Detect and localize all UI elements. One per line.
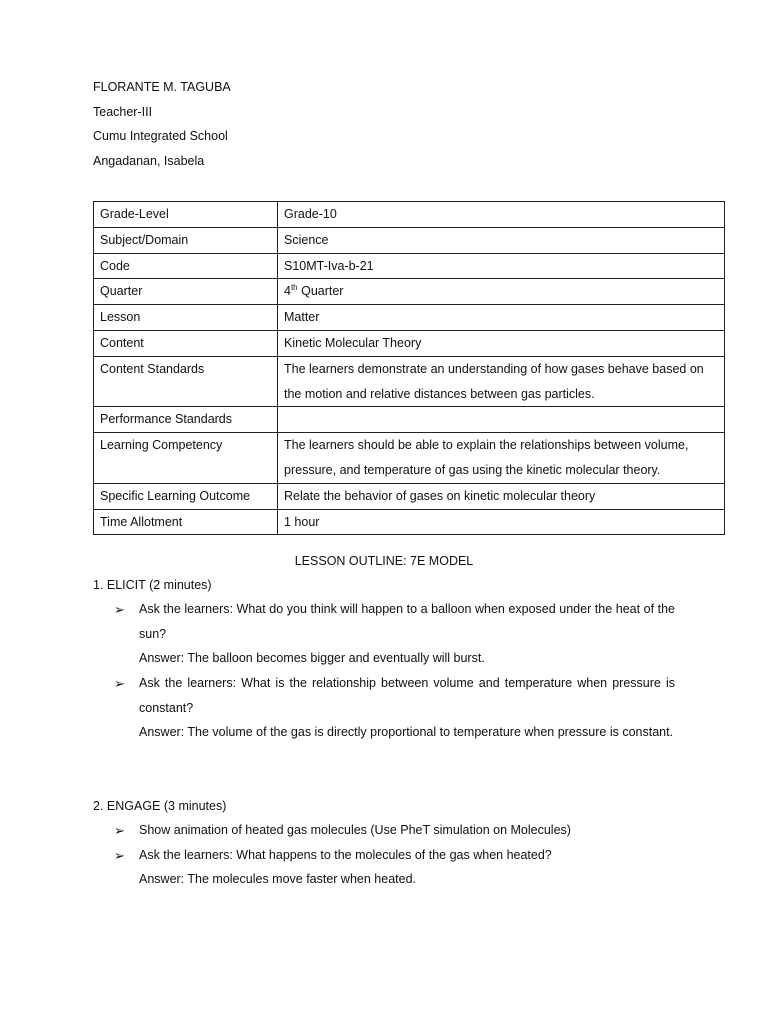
- row-label: Grade-Level: [94, 202, 278, 228]
- row-label: Learning Competency: [94, 433, 278, 484]
- engage-label: 2. ENGAGE: [93, 799, 161, 813]
- row-value: Matter: [278, 305, 725, 331]
- row-value: The learners demonstrate an understanding of how gases behave based on the motion and relative distances between gas particles.: [278, 356, 725, 407]
- elicit-duration: (2 minutes): [149, 578, 212, 592]
- engage-duration: (3 minutes): [163, 799, 227, 813]
- table-row: [94, 330, 725, 356]
- elicit-label: 1. ELICIT: [93, 578, 146, 592]
- school-location: Angadanan, Isabela: [93, 153, 205, 168]
- teacher-name: FLORANTE M. TAGUBA: [93, 80, 231, 94]
- quarter-ordinal-suffix: th: [290, 283, 298, 293]
- outline-title: LESSON OUTLINE: 7E MODEL: [294, 554, 474, 568]
- row-label: Time Allotment: [94, 509, 278, 535]
- row-value: 1 hour: [278, 509, 725, 535]
- teacher-position: Teacher-III: [93, 104, 153, 119]
- row-value: Relate the behavior of gases on kinetic molecular theory: [278, 483, 725, 509]
- row-label: Content: [94, 330, 278, 356]
- arrow-bullet-icon: ➢: [114, 676, 125, 691]
- table-row: [94, 356, 725, 407]
- engage-item-1: Show animation of heated gas molecules (Use PheT simulation on Molecules): [139, 823, 571, 837]
- table-row: [94, 227, 725, 253]
- engage-heading: [93, 797, 226, 815]
- lesson-info-table: [93, 201, 725, 535]
- table-row: [94, 433, 725, 484]
- engage-question-1: Ask the learners: What happens to the molecules of the gas when heated?: [139, 848, 552, 862]
- row-label: Content Standards: [94, 356, 278, 407]
- row-label: Specific Learning Outcome: [94, 483, 278, 509]
- table-row: [94, 483, 725, 509]
- school-name: Cumu Integrated School: [93, 129, 228, 143]
- table-row: [94, 202, 725, 228]
- row-label: Quarter: [94, 279, 278, 305]
- table-row: [94, 407, 725, 433]
- row-label: Lesson: [94, 305, 278, 331]
- row-value: Kinetic Molecular Theory: [278, 330, 725, 356]
- elicit-answer-2: Answer: The volume of the gas is directly proportional to temperature when pressure is constant.: [139, 725, 674, 739]
- row-value: The learners should be able to explain the relationships between volume, pressure, and temperature of gas using the kinetic molecular theory.: [278, 433, 725, 484]
- elicit-question-1: Ask the learners: What do you think will happen to a balloon when exposed under the heat of the sun?: [139, 602, 675, 641]
- author-header: [93, 78, 231, 176]
- table-row: [94, 279, 725, 305]
- quarter-word: Quarter: [297, 284, 344, 299]
- row-value: [278, 279, 725, 305]
- table-row: [94, 509, 725, 535]
- row-value: S10MT-Iva-b-21: [278, 253, 725, 279]
- arrow-bullet-icon: ➢: [114, 848, 125, 863]
- row-value: [278, 407, 725, 433]
- quarter-number: 4: [284, 284, 291, 299]
- row-label: Subject/Domain: [94, 227, 278, 253]
- elicit-answer-1: Answer: The balloon becomes bigger and eventually will burst.: [139, 651, 485, 665]
- arrow-bullet-icon: ➢: [114, 602, 125, 617]
- row-value: Grade-10: [278, 202, 725, 228]
- engage-answer-1: Answer: The molecules move faster when heated.: [139, 872, 416, 886]
- table-row: [94, 253, 725, 279]
- row-value: Science: [278, 227, 725, 253]
- row-label: Code: [94, 253, 278, 279]
- elicit-heading: [93, 576, 212, 594]
- row-label: Performance Standards: [94, 407, 278, 433]
- table-row: [94, 305, 725, 331]
- elicit-question-2: Ask the learners: What is the relationship between volume and temperature when pressure is constant?: [139, 676, 675, 715]
- arrow-bullet-icon: ➢: [114, 823, 125, 838]
